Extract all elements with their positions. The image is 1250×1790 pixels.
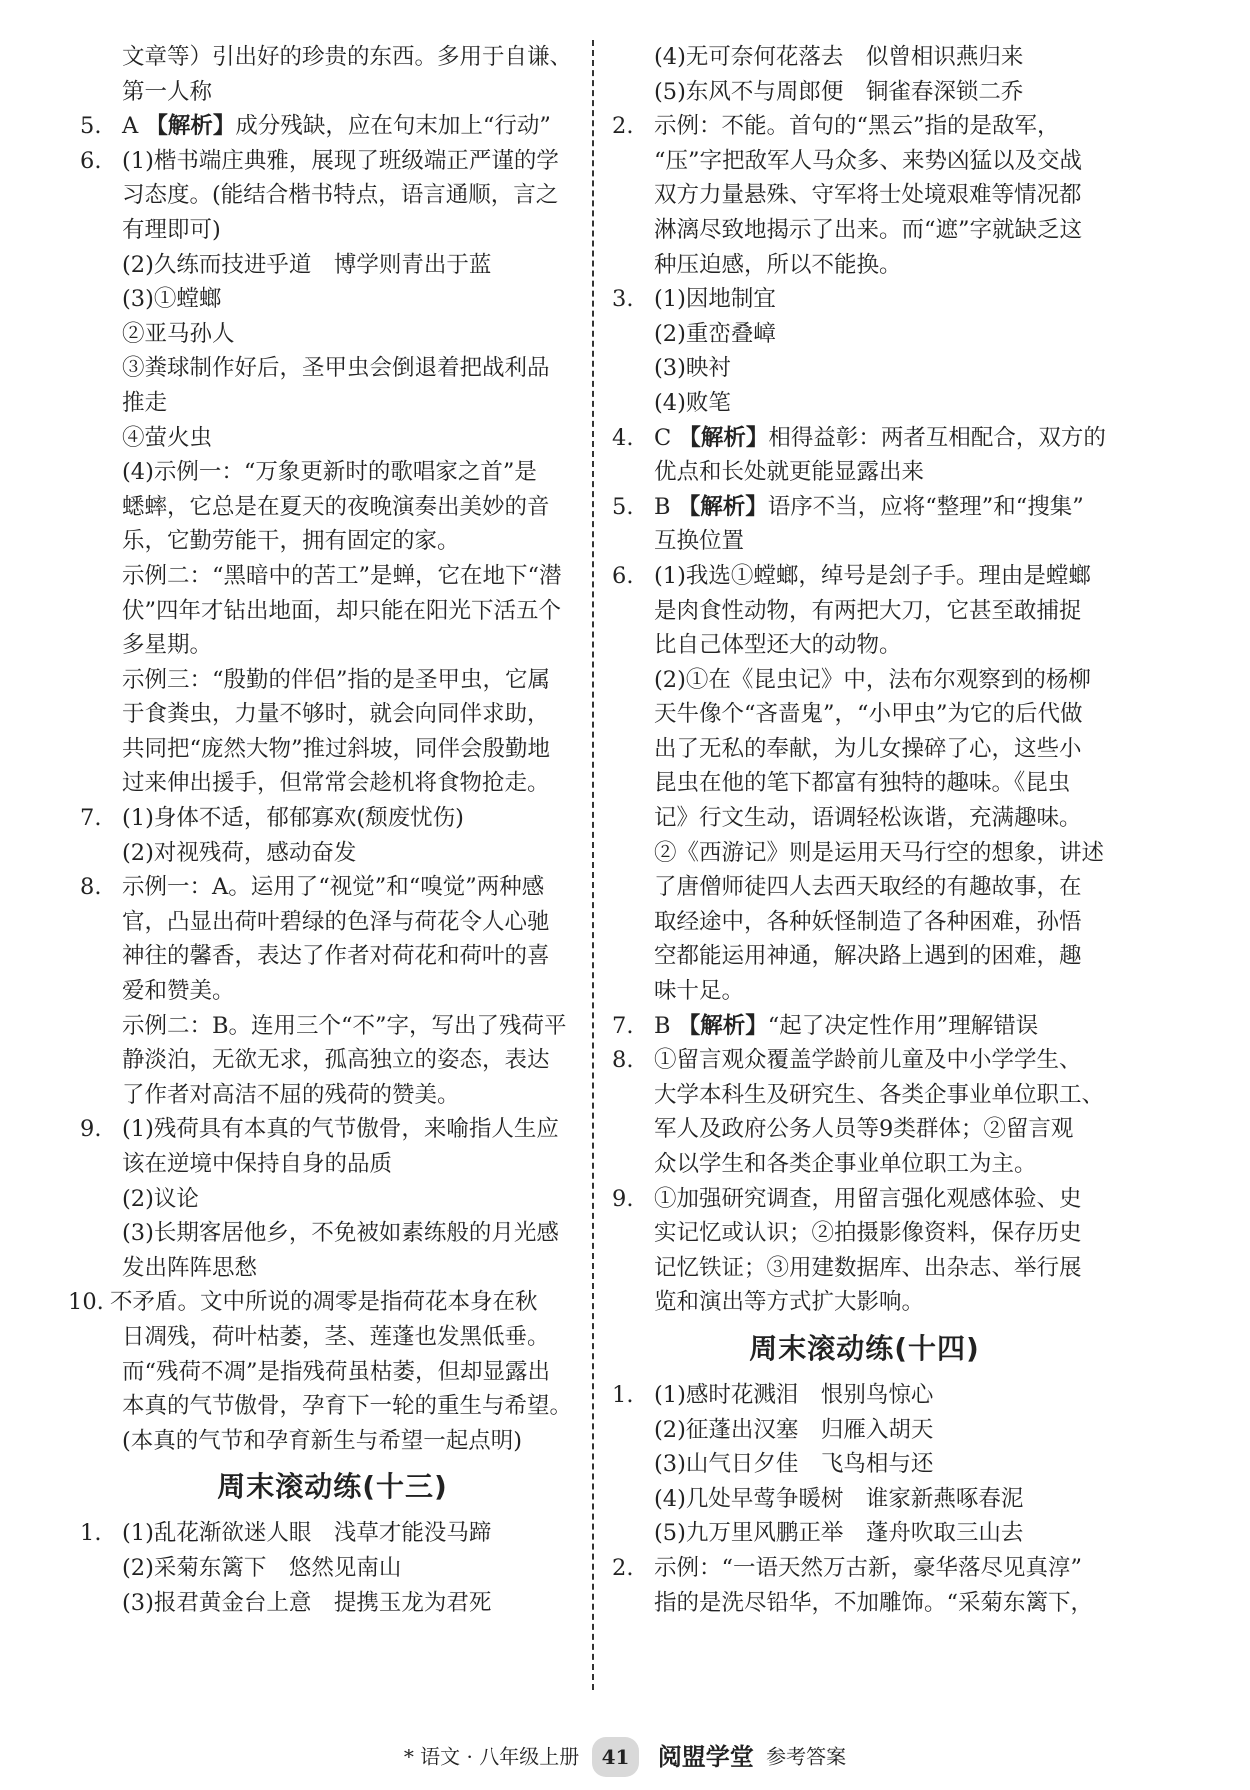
- answer-line: [80, 1043, 585, 1078]
- answer-line: [80, 1147, 585, 1182]
- answer-line: [80, 213, 585, 248]
- item-number: 9.: [612, 1185, 634, 1212]
- answer-item: [612, 1043, 1117, 1078]
- section-heading: 周末滚动练(十四): [749, 1331, 980, 1365]
- answer-line: [612, 766, 1117, 801]
- answer-text: 静淡泊，无欲无求，孤高独立的姿态，表达: [122, 1047, 550, 1074]
- answer-text: 示例：“一语天然万古新，豪华落尽见真淳”: [654, 1554, 1083, 1581]
- answer-line: [612, 732, 1117, 767]
- answer-text: 过来伸出援手，但常常会趁机将食物抢走。: [122, 770, 550, 797]
- answer-line: [80, 455, 585, 490]
- answer-text: (3)映衬: [654, 355, 731, 382]
- item-number: 8.: [612, 1047, 634, 1074]
- answer-line: [612, 1251, 1117, 1286]
- answer-item: [612, 1551, 1117, 1586]
- answer-line: [612, 663, 1117, 698]
- answer-text: (1)残荷具有本真的气节傲骨，来喻指人生应: [122, 1116, 559, 1143]
- answer-text: (5)九万里风鹏正举 蓬舟吹取三山去: [654, 1520, 1024, 1547]
- answer-line: [80, 905, 585, 940]
- answer-text: 不矛盾。文中所说的凋零是指荷花本身在秋: [110, 1289, 538, 1316]
- footer-label: 参考答案: [766, 1744, 847, 1769]
- answer-line: [612, 628, 1117, 663]
- answer-text: 日凋残，荷叶枯萎，茎、莲蓬也发黑低垂。: [122, 1323, 550, 1350]
- answer-line: [80, 1320, 585, 1355]
- answer-text: 淋漓尽致地揭示了出来。而“遮”字就缺乏这: [654, 216, 1083, 243]
- answer-text: 众以学生和各类企事业单位职工为主。: [654, 1151, 1037, 1177]
- answer-text: 乐，它勤劳能干，拥有固定的家。: [122, 528, 460, 555]
- answer-line: [612, 974, 1117, 1009]
- answer-text: 共同把“庞然大物”推过斜坡，同伴会殷勤地: [122, 735, 551, 762]
- answer-text: 互换位置: [654, 528, 745, 555]
- item-number: 5.: [80, 113, 102, 140]
- answer-text: 优点和长处就更能显露出来: [654, 459, 925, 486]
- answer-text: 示例三：“殷勤的伴侣”指的是圣甲虫，它属: [122, 666, 551, 693]
- answer-text: (2)议论: [122, 1185, 199, 1212]
- answer-line: [80, 75, 585, 110]
- item-number: 5.: [612, 493, 634, 520]
- answer-item: [68, 1285, 585, 1320]
- answer-text: 了作者对高洁不屈的残荷的赞美。: [122, 1081, 460, 1108]
- answer-line: [80, 40, 585, 75]
- analysis-tag: 【解析】: [145, 113, 236, 140]
- answer-text: 双方力量悬殊、守军将士处境艰难等情况都: [654, 182, 1082, 209]
- answer-line: [612, 1078, 1117, 1113]
- answer-line: [612, 1586, 1117, 1621]
- answer-item: [80, 109, 585, 144]
- answer-text: 语序不当，应将“整理”和“搜集”: [767, 493, 1084, 520]
- answer-text: 伏”四年才钻出地面，却只能在阳光下活五个: [122, 597, 562, 624]
- answer-text: (1)乱花渐欲迷人眼 浅草才能没马蹄: [122, 1520, 492, 1547]
- answer-line: [80, 1009, 585, 1044]
- analysis-tag: 【解析】: [678, 424, 769, 451]
- answer-line: [612, 455, 1117, 490]
- answer-text: 览和演出等方式扩大影响。: [654, 1289, 925, 1316]
- answer-line: [612, 594, 1117, 629]
- answer-line: [612, 1112, 1117, 1147]
- answer-line: [612, 905, 1117, 940]
- right-column: [612, 40, 1117, 1620]
- answer-line: [80, 248, 585, 283]
- answer-line: [80, 559, 585, 594]
- answer-line: [612, 386, 1117, 421]
- answer-text: 示例：不能。首句的“黑云”指的是敌军，: [654, 113, 1060, 140]
- analysis-tag: 【解析】: [677, 1012, 768, 1039]
- answer-text: 而“残荷不凋”是指残荷虽枯萎，但却显露出: [122, 1358, 551, 1385]
- answer-line: [80, 836, 585, 871]
- answer-text: (5)东风不与周郎便 铜雀春深锁二乔: [654, 78, 1024, 105]
- answer-text: 该在逆境中保持自身的品质: [122, 1151, 393, 1177]
- answer-text: (2)对视残荷，感动奋发: [122, 839, 357, 866]
- answer-line: [80, 974, 585, 1009]
- answer-item: [612, 1009, 1117, 1044]
- answer-text: (2)重峦叠嶂: [654, 320, 776, 347]
- answer-line: [612, 697, 1117, 732]
- answer-item: [612, 490, 1117, 525]
- answer-line: [80, 351, 585, 386]
- answer-line: [612, 939, 1117, 974]
- answer-line: [612, 178, 1117, 213]
- answer-line: [80, 178, 585, 213]
- answer-text: (2)征蓬出汉塞 归雁入胡天: [654, 1416, 934, 1443]
- answer-line: [80, 1078, 585, 1113]
- answer-text: 示例二：B。连用三个“不”字，写出了残荷平: [122, 1012, 567, 1039]
- answer-text: 记》行文生动，语调轻松诙谐，充满趣味。: [654, 805, 1082, 832]
- answer-text: (3)山气日夕佳 飞鸟相与还: [654, 1451, 934, 1478]
- answer-text: 了唐僧师徒四人去西天取经的有趣故事，在: [654, 874, 1082, 901]
- answer-text: (1)我选①螳螂，绰号是刽子手。理由是螳螂: [654, 562, 1091, 589]
- answer-choice: B: [654, 1012, 678, 1039]
- answer-item: [80, 1516, 585, 1551]
- answer-line: [612, 1147, 1117, 1182]
- analysis-tag: 【解析】: [677, 493, 768, 520]
- answer-item: [80, 1112, 585, 1147]
- item-number: 6.: [80, 147, 102, 174]
- footer-star: *: [403, 1744, 414, 1769]
- answer-text: (4)无可奈何花落去 似曾相识燕归来: [654, 44, 1024, 70]
- answer-text: 发出阵阵思愁: [122, 1254, 258, 1281]
- answer-line: [80, 386, 585, 421]
- answer-text: (2)采菊东篱下 悠然见南山: [122, 1554, 402, 1581]
- answer-line: [612, 351, 1117, 386]
- item-number: 6.: [612, 562, 634, 589]
- answer-line: [612, 1413, 1117, 1448]
- answer-line: [80, 732, 585, 767]
- answer-text: 本真的气节傲骨，孕育下一轮的重生与希望。: [122, 1393, 573, 1420]
- answer-line: [80, 282, 585, 317]
- answer-text: (4)示例一：“万象更新时的歌唱家之首”是: [122, 459, 537, 486]
- answer-line: [80, 663, 585, 698]
- item-number: 7.: [80, 805, 102, 832]
- answer-line: [612, 248, 1117, 283]
- item-number: 1.: [612, 1381, 634, 1408]
- answer-line: [80, 1551, 585, 1586]
- answer-text: 文章等）引出好的珍贵的东西。多用于自谦、: [122, 44, 573, 70]
- answer-text: 官，凸显出荷叶碧绿的色泽与荷花令人心驰: [122, 908, 550, 935]
- answer-line: [80, 594, 585, 629]
- answer-item: [612, 421, 1117, 456]
- answer-line: [612, 1516, 1117, 1551]
- answer-choice: B: [654, 493, 678, 520]
- item-number: 4.: [612, 424, 634, 451]
- answer-line: [612, 801, 1117, 836]
- answer-line: [80, 766, 585, 801]
- answer-text: 实记忆或认识；②拍摄影像资料，保存历史: [654, 1220, 1082, 1247]
- answer-line: [80, 1182, 585, 1217]
- answer-text: 空都能运用神通，解决路上遇到的困难，趣: [654, 943, 1082, 970]
- answer-text: (4)败笔: [654, 389, 731, 416]
- answer-text: ①留言观众覆盖学龄前儿童及中小学学生、: [654, 1047, 1082, 1074]
- answer-text: 神往的馨香，表达了作者对荷花和荷叶的喜: [122, 943, 550, 970]
- answer-text: “起了决定性作用”理解错误: [767, 1012, 1039, 1039]
- answer-text: (1)因地制宜: [654, 286, 776, 313]
- answer-line: [612, 1285, 1117, 1320]
- item-number: 2.: [612, 113, 634, 140]
- answer-line: [612, 213, 1117, 248]
- column-divider: [592, 40, 594, 1690]
- answer-text: ④萤火虫: [122, 424, 213, 451]
- answer-text: 出了无私的奉献，为儿女操碎了心，这些小: [654, 735, 1082, 762]
- brand-logo: 阅盟学堂: [657, 1742, 754, 1771]
- item-number: 10.: [68, 1289, 104, 1316]
- answer-item: [612, 282, 1117, 317]
- answer-line: [612, 1216, 1117, 1251]
- answer-text: (3)报君黄金台上意 提携玉龙为君死: [122, 1589, 492, 1616]
- answer-text: 天牛像个“吝啬鬼”，“小甲虫”为它的后代做: [654, 701, 1083, 728]
- answer-text: 示例一：A。运用了“视觉”和“嗅觉”两种感: [122, 874, 545, 901]
- item-number: 1.: [80, 1520, 102, 1547]
- answer-text: ①加强研究调查，用留言强化观感体验、史: [654, 1185, 1082, 1212]
- answer-line: [80, 317, 585, 352]
- answer-text: (1)楷书端庄典雅，展现了班级端正严谨的学: [122, 147, 559, 174]
- footer-subject: 语文 · 八年级上册: [420, 1744, 580, 1769]
- answer-text: (4)几处早莺争暖树 谁家新燕啄春泥: [654, 1485, 1024, 1512]
- answer-text: (2)久练而技进乎道 博学则青出于蓝: [122, 251, 492, 278]
- answer-item: [80, 870, 585, 905]
- answer-text: 推走: [122, 389, 168, 416]
- answer-text: 指的是洗尽铅华，不加雕饰。“采菊东篱下，: [654, 1589, 1094, 1616]
- answer-line: [80, 524, 585, 559]
- answer-text: ②亚马孙人: [122, 320, 235, 347]
- answer-text: 有理即可): [122, 216, 221, 243]
- item-number: 7.: [612, 1012, 634, 1039]
- answer-text: (3)长期客居他乡，不免被如素练般的月光感: [122, 1220, 559, 1247]
- answer-line: [612, 1447, 1117, 1482]
- item-number: 3.: [612, 286, 634, 313]
- answer-choice: A: [122, 113, 146, 140]
- item-number: 8.: [80, 874, 102, 901]
- answer-text: 记忆铁证；③用建数据库、出杂志、举行展: [654, 1254, 1082, 1281]
- answer-text: 多星期。: [122, 632, 213, 659]
- answer-line: [612, 836, 1117, 871]
- answer-item: [612, 1378, 1117, 1413]
- answer-line: [612, 524, 1117, 559]
- answer-line: [612, 317, 1117, 352]
- answer-text: 取经途中，各种妖怪制造了各种困难，孙悟: [654, 908, 1082, 935]
- answer-line: [612, 870, 1117, 905]
- answer-text: 爱和赞美。: [122, 978, 235, 1005]
- answer-text: 蟋蟀，它总是在夏天的夜晚演奏出美妙的音: [122, 493, 550, 520]
- answer-text: ③粪球制作好后，圣甲虫会倒退着把战利品: [122, 355, 550, 382]
- answer-line: [80, 1389, 585, 1424]
- answer-text: (本真的气节和孕育新生与希望一起点明): [122, 1427, 523, 1454]
- answer-item: [612, 559, 1117, 594]
- section-heading: 周末滚动练(十三): [217, 1470, 448, 1504]
- answer-item: [80, 144, 585, 179]
- answer-line: [612, 75, 1117, 110]
- answer-text: 种压迫感，所以不能换。: [654, 251, 902, 278]
- answer-text: 是肉食性动物，有两把大刀，它甚至敢捕捉: [654, 597, 1082, 624]
- answer-text: 军人及政府公务人员等9类群体；②留言观: [654, 1116, 1074, 1143]
- answer-line: [80, 1216, 585, 1251]
- answer-text: 于食粪虫，力量不够时，就会向同伴求助，: [122, 701, 550, 728]
- answer-item: [80, 801, 585, 836]
- answer-text: 第一人称: [122, 78, 213, 105]
- answer-text: 比自己体型还大的动物。: [654, 632, 902, 659]
- answer-line: [80, 1586, 585, 1621]
- answer-item: [612, 109, 1117, 144]
- item-number: 9.: [80, 1116, 102, 1143]
- answer-text: (2)①在《昆虫记》中，法布尔观察到的杨柳: [654, 666, 1091, 693]
- answer-line: [80, 1251, 585, 1286]
- answer-line: [80, 628, 585, 663]
- answer-text: 大学本科生及研究生、各类企事业单位职工、: [654, 1081, 1105, 1108]
- answer-text: 昆虫在他的笔下都富有独特的趣味。《昆虫: [654, 770, 1071, 797]
- item-number: 2.: [612, 1554, 634, 1581]
- answer-text: “压”字把敌军人马众多、来势凶猛以及交战: [654, 147, 1083, 174]
- left-column: [68, 40, 585, 1620]
- answer-text: (3)①螳螂: [122, 286, 222, 313]
- answer-line: [80, 1424, 585, 1459]
- answer-line: [80, 939, 585, 974]
- answer-item: [612, 1182, 1117, 1217]
- answer-line: [612, 40, 1117, 75]
- answer-text: 味十足。: [654, 978, 745, 1005]
- page-number: 41: [592, 1737, 640, 1777]
- answer-choice: C: [654, 424, 679, 451]
- answer-text: 示例二：“黑暗中的苦工”是蝉，它在地下“潜: [122, 562, 562, 589]
- answer-text: 成分残缺，应在句末加上“行动”: [235, 113, 551, 140]
- answer-line: [80, 421, 585, 456]
- answer-line: [80, 697, 585, 732]
- answer-text: (1)身体不适，郁郁寡欢(颓废忧伤): [122, 805, 464, 832]
- answer-line: [612, 144, 1117, 179]
- answer-text: (1)感时花溅泪 恨别鸟惊心: [654, 1381, 934, 1408]
- page-footer: [0, 1735, 1250, 1775]
- answer-text: ②《西游记》则是运用天马行空的想象，讲述: [654, 839, 1105, 866]
- answer-text: 习态度。(能结合楷书特点，语言通顺，言之: [122, 182, 559, 209]
- answer-text: 相得益彰：两者互相配合，双方的: [768, 424, 1106, 451]
- answer-line: [80, 1355, 585, 1390]
- answer-line: [612, 1482, 1117, 1517]
- answer-line: [80, 490, 585, 525]
